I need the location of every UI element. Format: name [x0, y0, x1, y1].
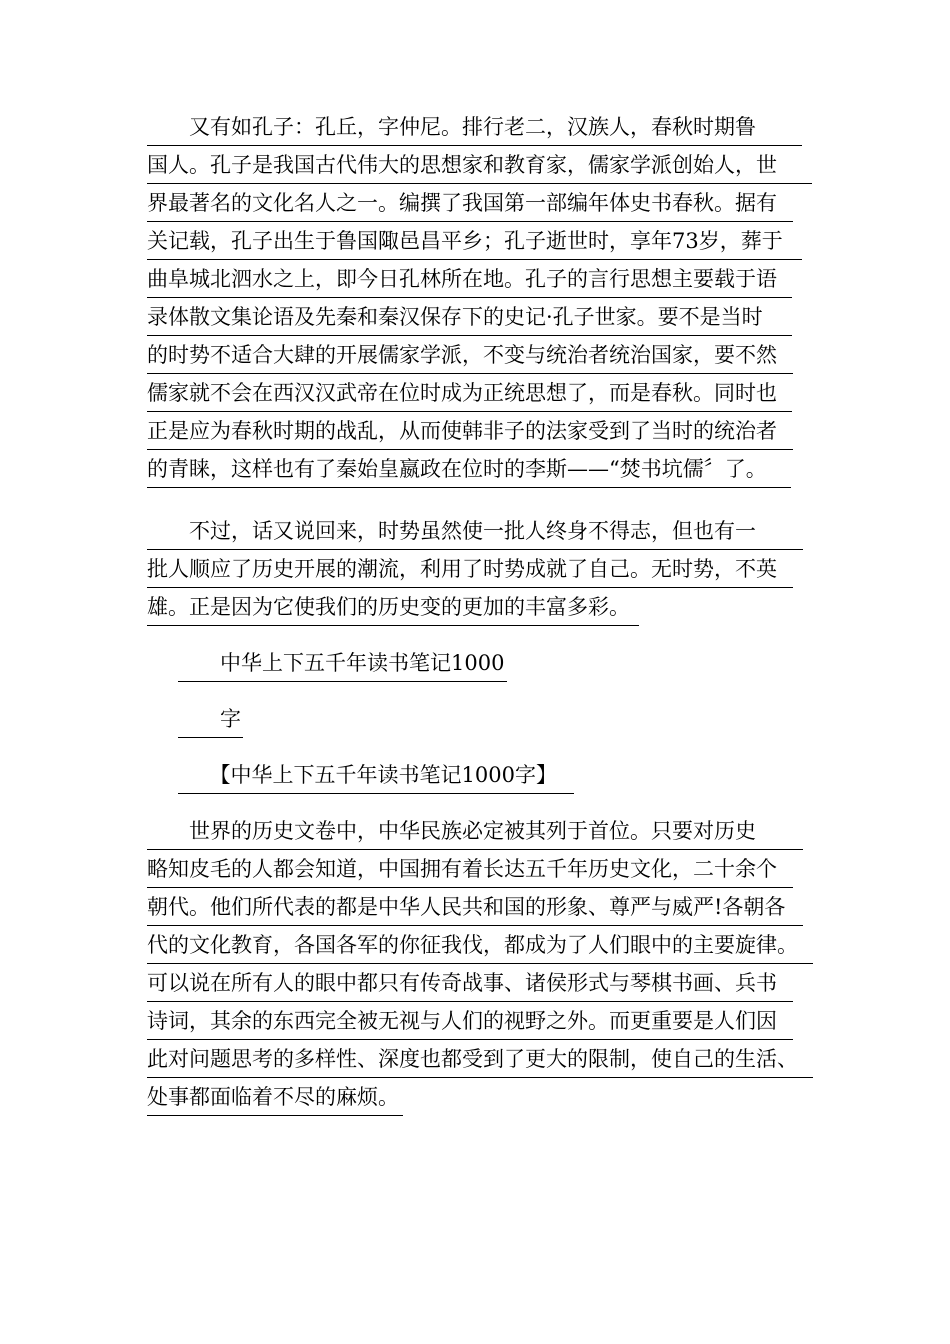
text-line: 关记载，孔子出生于鲁国陬邑昌平乡；孔子逝世时，享年73岁，葬于 — [147, 227, 802, 260]
text-line: 略知皮毛的人都会知道，中国拥有着长达五千年历史文化，二十余个 — [147, 855, 793, 888]
text-line: 曲阜城北泗水之上，即今日孔林所在地。孔子的言行思想主要载于语 — [147, 265, 792, 298]
text-line: 朝代。他们所代表的都是中华人民共和国的形象、尊严与威严!各朝各 — [147, 893, 803, 926]
text-line: 批人顺应了历史开展的潮流，利用了时势成就了自己。无时势，不英 — [147, 555, 793, 588]
text-line: 处事都面临着不尽的麻烦。 — [147, 1083, 403, 1116]
text-line: 不过，话又说回来，时势虽然使一批人终身不得志，但也有一 — [147, 517, 803, 550]
text-line: 字 — [178, 705, 243, 738]
text-line: 雄。正是因为它使我们的历史变的更加的丰富多彩。 — [147, 593, 639, 626]
text-line: 【中华上下五千年读书笔记1000字】 — [178, 761, 574, 794]
text-line: 录体散文集论语及先秦和秦汉保存下的史记·孔子世家。要不是当时 — [147, 303, 792, 336]
text-line: 的青睐，这样也有了秦始皇嬴政在位时的李斯——“焚书坑儒〞了。 — [147, 455, 791, 488]
text-line: 代的文化教育，各国各军的你征我伐，都成为了人们眼中的主要旋律。 — [147, 931, 813, 964]
text-line: 此对问题思考的多样性、深度也都受到了更大的限制，使自己的生活、 — [147, 1045, 813, 1078]
text-line: 又有如孔子：孔丘，字仲尼。排行老二，汉族人，春秋时期鲁 — [147, 113, 802, 146]
text-line: 的时势不适合大肆的开展儒家学派，不变与统治者统治国家，要不然 — [147, 341, 793, 374]
text-line: 中华上下五千年读书笔记1000 — [178, 649, 507, 682]
text-line: 国人。孔子是我国古代伟大的思想家和教育家，儒家学派创始人，世 — [147, 151, 812, 184]
text-line: 可以说在所有人的眼中都只有传奇战事、诸侯形式与琴棋书画、兵书 — [147, 969, 793, 1002]
text-line: 正是应为春秋时期的战乱，从而使韩非子的法家受到了当时的统治者 — [147, 417, 793, 450]
text-line: 诗词，其余的东西完全被无视与人们的视野之外。而更重要是人们因 — [147, 1007, 793, 1040]
text-line: 儒家就不会在西汉汉武帝在位时成为正统思想了，而是春秋。同时也 — [147, 379, 792, 412]
text-line: 世界的历史文卷中，中华民族必定被其列于首位。只要对历史 — [147, 817, 803, 850]
text-line: 界最著名的文化名人之一。编撰了我国第一部编年体史书春秋。据有 — [147, 189, 793, 222]
